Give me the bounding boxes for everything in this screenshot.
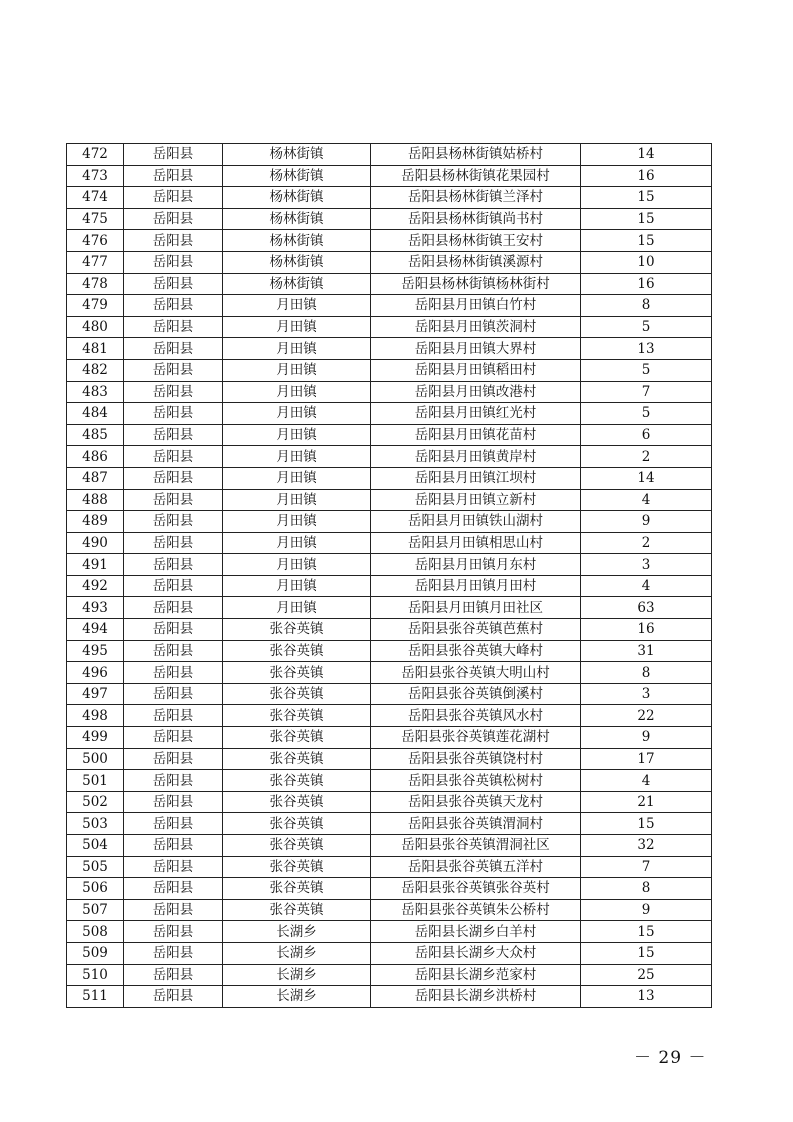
county-cell: 岳阳县 <box>124 619 223 641</box>
row-index-cell: 510 <box>67 964 124 986</box>
count-cell: 15 <box>581 921 712 943</box>
town-cell: 杨林街镇 <box>223 208 371 230</box>
village-cell: 岳阳县月田镇稻田村 <box>371 359 581 381</box>
town-cell: 月田镇 <box>223 359 371 381</box>
county-cell: 岳阳县 <box>124 942 223 964</box>
county-cell: 岳阳县 <box>124 813 223 835</box>
row-index-cell: 476 <box>67 230 124 252</box>
table-row <box>67 727 712 749</box>
village-cell: 岳阳县长湖乡白羊村 <box>371 921 581 943</box>
village-cell: 岳阳县长湖乡大众村 <box>371 942 581 964</box>
count-cell: 63 <box>581 597 712 619</box>
count-cell: 16 <box>581 273 712 295</box>
village-cell: 岳阳县月田镇月东村 <box>371 554 581 576</box>
town-cell: 长湖乡 <box>223 986 371 1008</box>
county-cell: 岳阳县 <box>124 316 223 338</box>
town-cell: 月田镇 <box>223 511 371 533</box>
row-index-cell: 478 <box>67 273 124 295</box>
table-row <box>67 770 712 792</box>
row-index-cell: 507 <box>67 899 124 921</box>
village-cell: 岳阳县张谷英镇张谷英村 <box>371 878 581 900</box>
count-cell: 10 <box>581 251 712 273</box>
table-row <box>67 273 712 295</box>
count-cell: 3 <box>581 554 712 576</box>
table-row <box>67 511 712 533</box>
table-row <box>67 791 712 813</box>
row-index-cell: 502 <box>67 791 124 813</box>
count-cell: 2 <box>581 446 712 468</box>
county-cell: 岳阳县 <box>124 986 223 1008</box>
table-row <box>67 208 712 230</box>
row-index-cell: 474 <box>67 187 124 209</box>
county-cell: 岳阳县 <box>124 705 223 727</box>
table-row <box>67 921 712 943</box>
village-cell: 岳阳县长湖乡范家村 <box>371 964 581 986</box>
count-cell: 5 <box>581 359 712 381</box>
table-row <box>67 403 712 425</box>
town-cell: 杨林街镇 <box>223 165 371 187</box>
village-cell: 岳阳县杨林街镇尚书村 <box>371 208 581 230</box>
row-index-cell: 501 <box>67 770 124 792</box>
village-cell: 岳阳县张谷英镇风水村 <box>371 705 581 727</box>
county-cell: 岳阳县 <box>124 446 223 468</box>
village-cell: 岳阳县杨林街镇王安村 <box>371 230 581 252</box>
count-cell: 13 <box>581 338 712 360</box>
row-index-cell: 505 <box>67 856 124 878</box>
table-row <box>67 899 712 921</box>
village-cell: 岳阳县杨林街镇姑桥村 <box>371 144 581 166</box>
village-cell: 岳阳县杨林街镇杨林街村 <box>371 273 581 295</box>
table-row <box>67 359 712 381</box>
count-cell: 17 <box>581 748 712 770</box>
village-cell: 岳阳县张谷英镇莲花湖村 <box>371 727 581 749</box>
village-cell: 岳阳县张谷英镇渭洞社区 <box>371 835 581 857</box>
row-index-cell: 490 <box>67 532 124 554</box>
count-cell: 16 <box>581 165 712 187</box>
row-index-cell: 473 <box>67 165 124 187</box>
table-row <box>67 446 712 468</box>
village-cell: 岳阳县月田镇黄岸村 <box>371 446 581 468</box>
county-cell: 岳阳县 <box>124 532 223 554</box>
count-cell: 15 <box>581 230 712 252</box>
village-cell: 岳阳县月田镇改港村 <box>371 381 581 403</box>
village-cell: 岳阳县张谷英镇松树村 <box>371 770 581 792</box>
county-cell: 岳阳县 <box>124 144 223 166</box>
town-cell: 张谷英镇 <box>223 899 371 921</box>
document-table-container <box>66 143 711 1008</box>
county-cell: 岳阳县 <box>124 899 223 921</box>
count-cell: 8 <box>581 295 712 317</box>
village-cell: 岳阳县张谷英镇渭洞村 <box>371 813 581 835</box>
town-cell: 月田镇 <box>223 381 371 403</box>
table-row <box>67 295 712 317</box>
row-index-cell: 477 <box>67 251 124 273</box>
row-index-cell: 498 <box>67 705 124 727</box>
table-row <box>67 986 712 1008</box>
count-cell: 8 <box>581 662 712 684</box>
town-cell: 月田镇 <box>223 403 371 425</box>
village-cell: 岳阳县月田镇月田社区 <box>371 597 581 619</box>
count-cell: 4 <box>581 575 712 597</box>
table-row <box>67 230 712 252</box>
count-cell: 14 <box>581 467 712 489</box>
town-cell: 张谷英镇 <box>223 683 371 705</box>
row-index-cell: 492 <box>67 575 124 597</box>
town-cell: 杨林街镇 <box>223 230 371 252</box>
county-cell: 岳阳县 <box>124 964 223 986</box>
row-index-cell: 480 <box>67 316 124 338</box>
row-index-cell: 509 <box>67 942 124 964</box>
row-index-cell: 475 <box>67 208 124 230</box>
county-cell: 岳阳县 <box>124 575 223 597</box>
village-cell: 岳阳县张谷英镇大峰村 <box>371 640 581 662</box>
town-cell: 张谷英镇 <box>223 770 371 792</box>
count-cell: 25 <box>581 964 712 986</box>
village-cell: 岳阳县杨林街镇溪源村 <box>371 251 581 273</box>
county-cell: 岳阳县 <box>124 662 223 684</box>
row-index-cell: 484 <box>67 403 124 425</box>
count-cell: 3 <box>581 683 712 705</box>
village-cell: 岳阳县月田镇大界村 <box>371 338 581 360</box>
town-cell: 张谷英镇 <box>223 791 371 813</box>
town-cell: 张谷英镇 <box>223 748 371 770</box>
county-cell: 岳阳县 <box>124 835 223 857</box>
count-cell: 31 <box>581 640 712 662</box>
town-cell: 月田镇 <box>223 424 371 446</box>
county-cell: 岳阳县 <box>124 273 223 295</box>
count-cell: 7 <box>581 856 712 878</box>
county-cell: 岳阳县 <box>124 791 223 813</box>
county-cell: 岳阳县 <box>124 921 223 943</box>
village-cell: 岳阳县张谷英镇芭蕉村 <box>371 619 581 641</box>
town-cell: 张谷英镇 <box>223 727 371 749</box>
table-row <box>67 316 712 338</box>
village-cell: 岳阳县张谷英镇饶村村 <box>371 748 581 770</box>
county-cell: 岳阳县 <box>124 295 223 317</box>
count-cell: 15 <box>581 208 712 230</box>
row-index-cell: 500 <box>67 748 124 770</box>
town-cell: 杨林街镇 <box>223 187 371 209</box>
village-cell: 岳阳县月田镇相思山村 <box>371 532 581 554</box>
town-cell: 杨林街镇 <box>223 273 371 295</box>
town-cell: 张谷英镇 <box>223 640 371 662</box>
count-cell: 9 <box>581 899 712 921</box>
row-index-cell: 488 <box>67 489 124 511</box>
village-cell: 岳阳县长湖乡洪桥村 <box>371 986 581 1008</box>
count-cell: 22 <box>581 705 712 727</box>
table-row <box>67 942 712 964</box>
village-cell: 岳阳县杨林街镇兰泽村 <box>371 187 581 209</box>
table-row <box>67 748 712 770</box>
row-index-cell: 489 <box>67 511 124 533</box>
count-cell: 4 <box>581 489 712 511</box>
town-cell: 张谷英镇 <box>223 619 371 641</box>
table-row <box>67 144 712 166</box>
village-cell: 岳阳县张谷英镇大明山村 <box>371 662 581 684</box>
village-data-table <box>66 143 712 1008</box>
county-cell: 岳阳县 <box>124 403 223 425</box>
row-index-cell: 483 <box>67 381 124 403</box>
village-cell: 岳阳县月田镇红光村 <box>371 403 581 425</box>
county-cell: 岳阳县 <box>124 511 223 533</box>
table-row <box>67 251 712 273</box>
row-index-cell: 481 <box>67 338 124 360</box>
table-row <box>67 381 712 403</box>
town-cell: 月田镇 <box>223 295 371 317</box>
table-row <box>67 187 712 209</box>
count-cell: 16 <box>581 619 712 641</box>
town-cell: 月田镇 <box>223 532 371 554</box>
county-cell: 岳阳县 <box>124 359 223 381</box>
village-cell: 岳阳县月田镇铁山湖村 <box>371 511 581 533</box>
town-cell: 长湖乡 <box>223 921 371 943</box>
table-row <box>67 554 712 576</box>
county-cell: 岳阳县 <box>124 640 223 662</box>
row-index-cell: 508 <box>67 921 124 943</box>
count-cell: 14 <box>581 144 712 166</box>
town-cell: 张谷英镇 <box>223 662 371 684</box>
table-row <box>67 467 712 489</box>
table-row <box>67 597 712 619</box>
count-cell: 15 <box>581 187 712 209</box>
table-row <box>67 683 712 705</box>
town-cell: 杨林街镇 <box>223 251 371 273</box>
town-cell: 张谷英镇 <box>223 813 371 835</box>
town-cell: 杨林街镇 <box>223 144 371 166</box>
town-cell: 月田镇 <box>223 489 371 511</box>
county-cell: 岳阳县 <box>124 878 223 900</box>
row-index-cell: 495 <box>67 640 124 662</box>
village-cell: 岳阳县杨林街镇花果园村 <box>371 165 581 187</box>
table-row <box>67 165 712 187</box>
table-row <box>67 575 712 597</box>
count-cell: 4 <box>581 770 712 792</box>
row-index-cell: 497 <box>67 683 124 705</box>
table-row <box>67 878 712 900</box>
town-cell: 月田镇 <box>223 467 371 489</box>
count-cell: 7 <box>581 381 712 403</box>
count-cell: 9 <box>581 727 712 749</box>
village-cell: 岳阳县月田镇月田村 <box>371 575 581 597</box>
row-index-cell: 496 <box>67 662 124 684</box>
count-cell: 2 <box>581 532 712 554</box>
village-cell: 岳阳县月田镇立新村 <box>371 489 581 511</box>
town-cell: 月田镇 <box>223 554 371 576</box>
row-index-cell: 503 <box>67 813 124 835</box>
row-index-cell: 506 <box>67 878 124 900</box>
row-index-cell: 511 <box>67 986 124 1008</box>
row-index-cell: 485 <box>67 424 124 446</box>
county-cell: 岳阳县 <box>124 597 223 619</box>
town-cell: 月田镇 <box>223 338 371 360</box>
table-row <box>67 619 712 641</box>
count-cell: 32 <box>581 835 712 857</box>
table-body <box>67 144 712 1008</box>
row-index-cell: 479 <box>67 295 124 317</box>
village-cell: 岳阳县张谷英镇天龙村 <box>371 791 581 813</box>
table-row <box>67 705 712 727</box>
county-cell: 岳阳县 <box>124 683 223 705</box>
count-cell: 5 <box>581 316 712 338</box>
town-cell: 月田镇 <box>223 575 371 597</box>
county-cell: 岳阳县 <box>124 467 223 489</box>
county-cell: 岳阳县 <box>124 856 223 878</box>
town-cell: 月田镇 <box>223 446 371 468</box>
row-index-cell: 482 <box>67 359 124 381</box>
county-cell: 岳阳县 <box>124 727 223 749</box>
village-cell: 岳阳县月田镇江坝村 <box>371 467 581 489</box>
count-cell: 13 <box>581 986 712 1008</box>
table-row <box>67 964 712 986</box>
count-cell: 15 <box>581 942 712 964</box>
county-cell: 岳阳县 <box>124 187 223 209</box>
row-index-cell: 486 <box>67 446 124 468</box>
table-row <box>67 640 712 662</box>
table-row <box>67 662 712 684</box>
row-index-cell: 494 <box>67 619 124 641</box>
count-cell: 5 <box>581 403 712 425</box>
village-cell: 岳阳县月田镇茨洞村 <box>371 316 581 338</box>
town-cell: 长湖乡 <box>223 942 371 964</box>
row-index-cell: 504 <box>67 835 124 857</box>
town-cell: 张谷英镇 <box>223 878 371 900</box>
table-row <box>67 835 712 857</box>
village-cell: 岳阳县张谷英镇倒溪村 <box>371 683 581 705</box>
county-cell: 岳阳县 <box>124 338 223 360</box>
county-cell: 岳阳县 <box>124 251 223 273</box>
count-cell: 15 <box>581 813 712 835</box>
village-cell: 岳阳县张谷英镇五洋村 <box>371 856 581 878</box>
page-number: － 29 － <box>634 1048 707 1068</box>
county-cell: 岳阳县 <box>124 381 223 403</box>
row-index-cell: 491 <box>67 554 124 576</box>
village-cell: 岳阳县月田镇白竹村 <box>371 295 581 317</box>
village-cell: 岳阳县月田镇花苗村 <box>371 424 581 446</box>
count-cell: 8 <box>581 878 712 900</box>
county-cell: 岳阳县 <box>124 554 223 576</box>
county-cell: 岳阳县 <box>124 748 223 770</box>
table-row <box>67 338 712 360</box>
town-cell: 张谷英镇 <box>223 856 371 878</box>
county-cell: 岳阳县 <box>124 424 223 446</box>
count-cell: 21 <box>581 791 712 813</box>
row-index-cell: 487 <box>67 467 124 489</box>
village-cell: 岳阳县张谷英镇朱公桥村 <box>371 899 581 921</box>
town-cell: 张谷英镇 <box>223 835 371 857</box>
town-cell: 月田镇 <box>223 316 371 338</box>
table-row <box>67 532 712 554</box>
count-cell: 6 <box>581 424 712 446</box>
county-cell: 岳阳县 <box>124 489 223 511</box>
row-index-cell: 493 <box>67 597 124 619</box>
town-cell: 月田镇 <box>223 597 371 619</box>
town-cell: 张谷英镇 <box>223 705 371 727</box>
town-cell: 长湖乡 <box>223 964 371 986</box>
table-row <box>67 813 712 835</box>
county-cell: 岳阳县 <box>124 230 223 252</box>
table-row <box>67 424 712 446</box>
county-cell: 岳阳县 <box>124 770 223 792</box>
table-row <box>67 489 712 511</box>
county-cell: 岳阳县 <box>124 208 223 230</box>
count-cell: 9 <box>581 511 712 533</box>
table-row <box>67 856 712 878</box>
row-index-cell: 472 <box>67 144 124 166</box>
row-index-cell: 499 <box>67 727 124 749</box>
county-cell: 岳阳县 <box>124 165 223 187</box>
